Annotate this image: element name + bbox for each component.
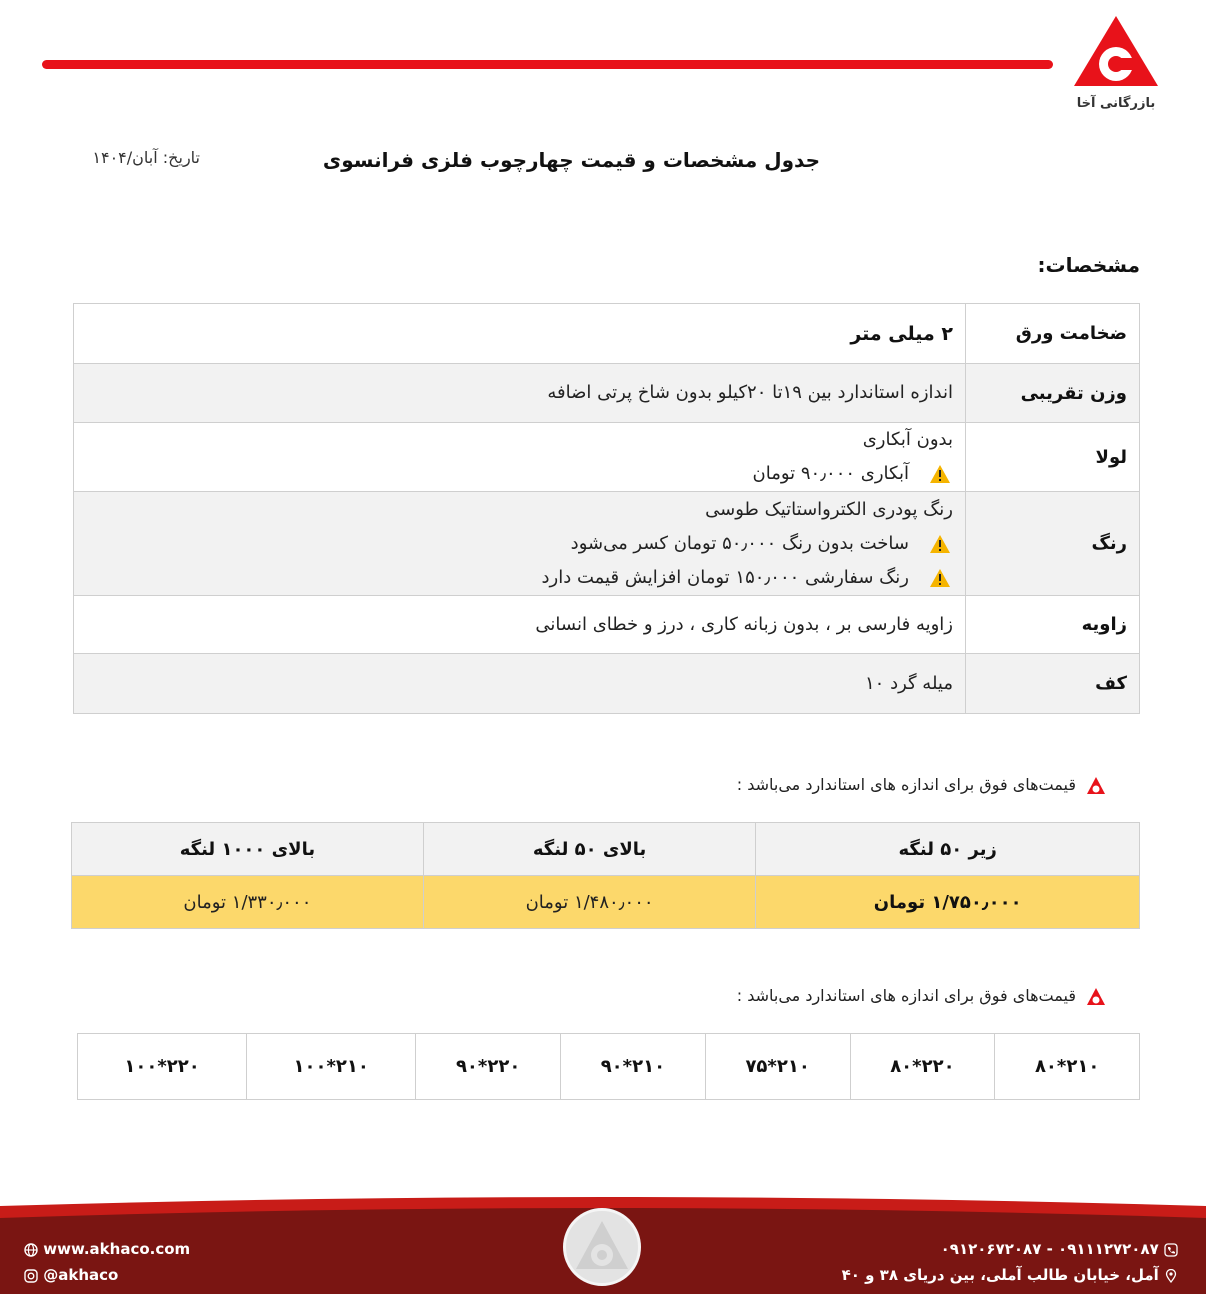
globe-icon <box>24 1243 38 1257</box>
warning-icon <box>929 464 951 484</box>
spec-value <box>74 492 966 596</box>
sizes-row <box>78 1034 1140 1100</box>
footer-logo <box>563 1208 641 1286</box>
warning-icon <box>929 534 951 554</box>
size-cell: ۲۲۰*۱۰۰ <box>78 1034 247 1100</box>
location-pin-icon <box>1164 1269 1178 1283</box>
address-text: آمل، خیابان طالب آملی، بین دریای ۳۸ و ۴۰ <box>841 1266 1159 1284</box>
spec-row-hinge <box>74 423 1140 492</box>
document-date: تاریخ: آبان/۱۴۰۴ <box>92 148 200 167</box>
spec-value <box>74 304 966 364</box>
price-note-text: قیمت‌های فوق برای اندازه های استاندارد می‌باشد : <box>736 775 1076 794</box>
price-table-header-row <box>72 823 1140 876</box>
footer-address <box>842 1266 1178 1284</box>
price-over-1000: ۱/۳۳۰٫۰۰۰ تومان <box>72 876 424 929</box>
spec-value <box>74 596 966 654</box>
company-logo <box>1068 12 1164 122</box>
spec-warning-line <box>86 561 953 595</box>
phones-text: ۰۹۱۱۱۲۷۲۰۸۷ - ۰۹۱۲۰۶۷۲۰۸۷ <box>940 1240 1159 1258</box>
spec-label: رنگ <box>966 492 1140 596</box>
footer-instagram[interactable] <box>24 1266 118 1284</box>
spec-warning-line <box>86 457 953 491</box>
spec-row-floor <box>74 654 1140 714</box>
spec-value-line: بدون آبکاری <box>862 429 953 450</box>
price-over-50: ۱/۴۸۰٫۰۰۰ تومان <box>423 876 756 929</box>
footer-phones[interactable] <box>941 1240 1178 1258</box>
spec-value-line: ۲ میلی متر <box>850 322 953 345</box>
price-header-under-50: زیر ۵۰ لنگه <box>756 823 1140 876</box>
instagram-icon <box>24 1269 38 1283</box>
logo-mark-icon <box>566 1211 638 1283</box>
price-table-row <box>72 876 1140 929</box>
spec-warning-line <box>86 527 953 561</box>
warning-text: رنگ سفارشی ۱۵۰٫۰۰۰ تومان افزایش قیمت دارد <box>541 566 909 588</box>
spec-label: ضخامت ورق <box>966 304 1140 364</box>
phone-icon <box>1164 1243 1178 1257</box>
warning-icon <box>929 568 951 588</box>
logo-bullet-icon <box>1086 776 1106 796</box>
spec-row-angle <box>74 596 1140 654</box>
spec-value-line: رنگ پودری الکترواستاتیک طوسی <box>705 498 953 520</box>
logo-bullet-icon <box>1086 987 1106 1007</box>
spec-value-line: اندازه استاندارد بین ۱۹تا ۲۰کیلو بدون شاخ پرتی اضافه <box>547 382 953 403</box>
spec-row-sheet-thickness <box>74 304 1140 364</box>
warning-text: آبکاری ۹۰٫۰۰۰ تومان <box>752 463 909 484</box>
specs-section-title: مشخصات: <box>1037 253 1140 277</box>
spec-value-line: زاویه فارسی بر ، بدون زبانه کاری ، درز و خطای انسانی <box>535 613 953 635</box>
spec-value-line: میله گرد ۱۰ <box>865 672 953 694</box>
specs-table <box>73 303 1140 714</box>
size-cell: ۲۲۰*۹۰ <box>416 1034 561 1100</box>
price-header-over-1000: بالای ۱۰۰۰ لنگه <box>72 823 424 876</box>
spec-label: لولا <box>966 423 1140 492</box>
instagram-text: @akhaco <box>43 1266 119 1284</box>
size-cell: ۲۱۰*۷۵ <box>705 1034 850 1100</box>
size-note-text: قیمت‌های فوق برای اندازه های استاندارد می‌باشد : <box>736 986 1076 1005</box>
price-under-50: ۱/۷۵۰٫۰۰۰ تومان <box>756 876 1140 929</box>
warning-text: ساخت بدون رنگ ۵۰٫۰۰۰ تومان کسر می‌شود <box>570 532 909 554</box>
size-note <box>600 986 1106 1007</box>
website-text: www.akhaco.com <box>43 1240 191 1258</box>
spec-label: کف <box>966 654 1140 714</box>
spec-label: وزن تقریبی <box>966 364 1140 423</box>
spec-row-color <box>74 492 1140 596</box>
size-cell: ۲۱۰*۸۰ <box>995 1034 1140 1100</box>
sizes-table <box>77 1033 1140 1100</box>
spec-row-weight <box>74 364 1140 423</box>
price-table <box>71 822 1140 929</box>
size-cell: ۲۱۰*۹۰ <box>561 1034 706 1100</box>
spec-value <box>74 423 966 492</box>
spec-value <box>74 364 966 423</box>
footer-website[interactable] <box>24 1240 190 1258</box>
logo-text: بازرگانی آخا <box>1076 96 1156 111</box>
price-header-over-50: بالای ۵۰ لنگه <box>423 823 756 876</box>
spec-value <box>74 654 966 714</box>
price-note <box>600 775 1106 796</box>
logo-mark-icon <box>1068 12 1164 92</box>
header-divider-bar <box>42 60 1053 69</box>
spec-label: زاویه <box>966 596 1140 654</box>
size-cell: ۲۱۰*۱۰۰ <box>247 1034 416 1100</box>
size-cell: ۲۲۰*۸۰ <box>850 1034 995 1100</box>
page-title: جدول مشخصات و قیمت چهارچوب فلزی فرانسوی <box>322 148 820 172</box>
